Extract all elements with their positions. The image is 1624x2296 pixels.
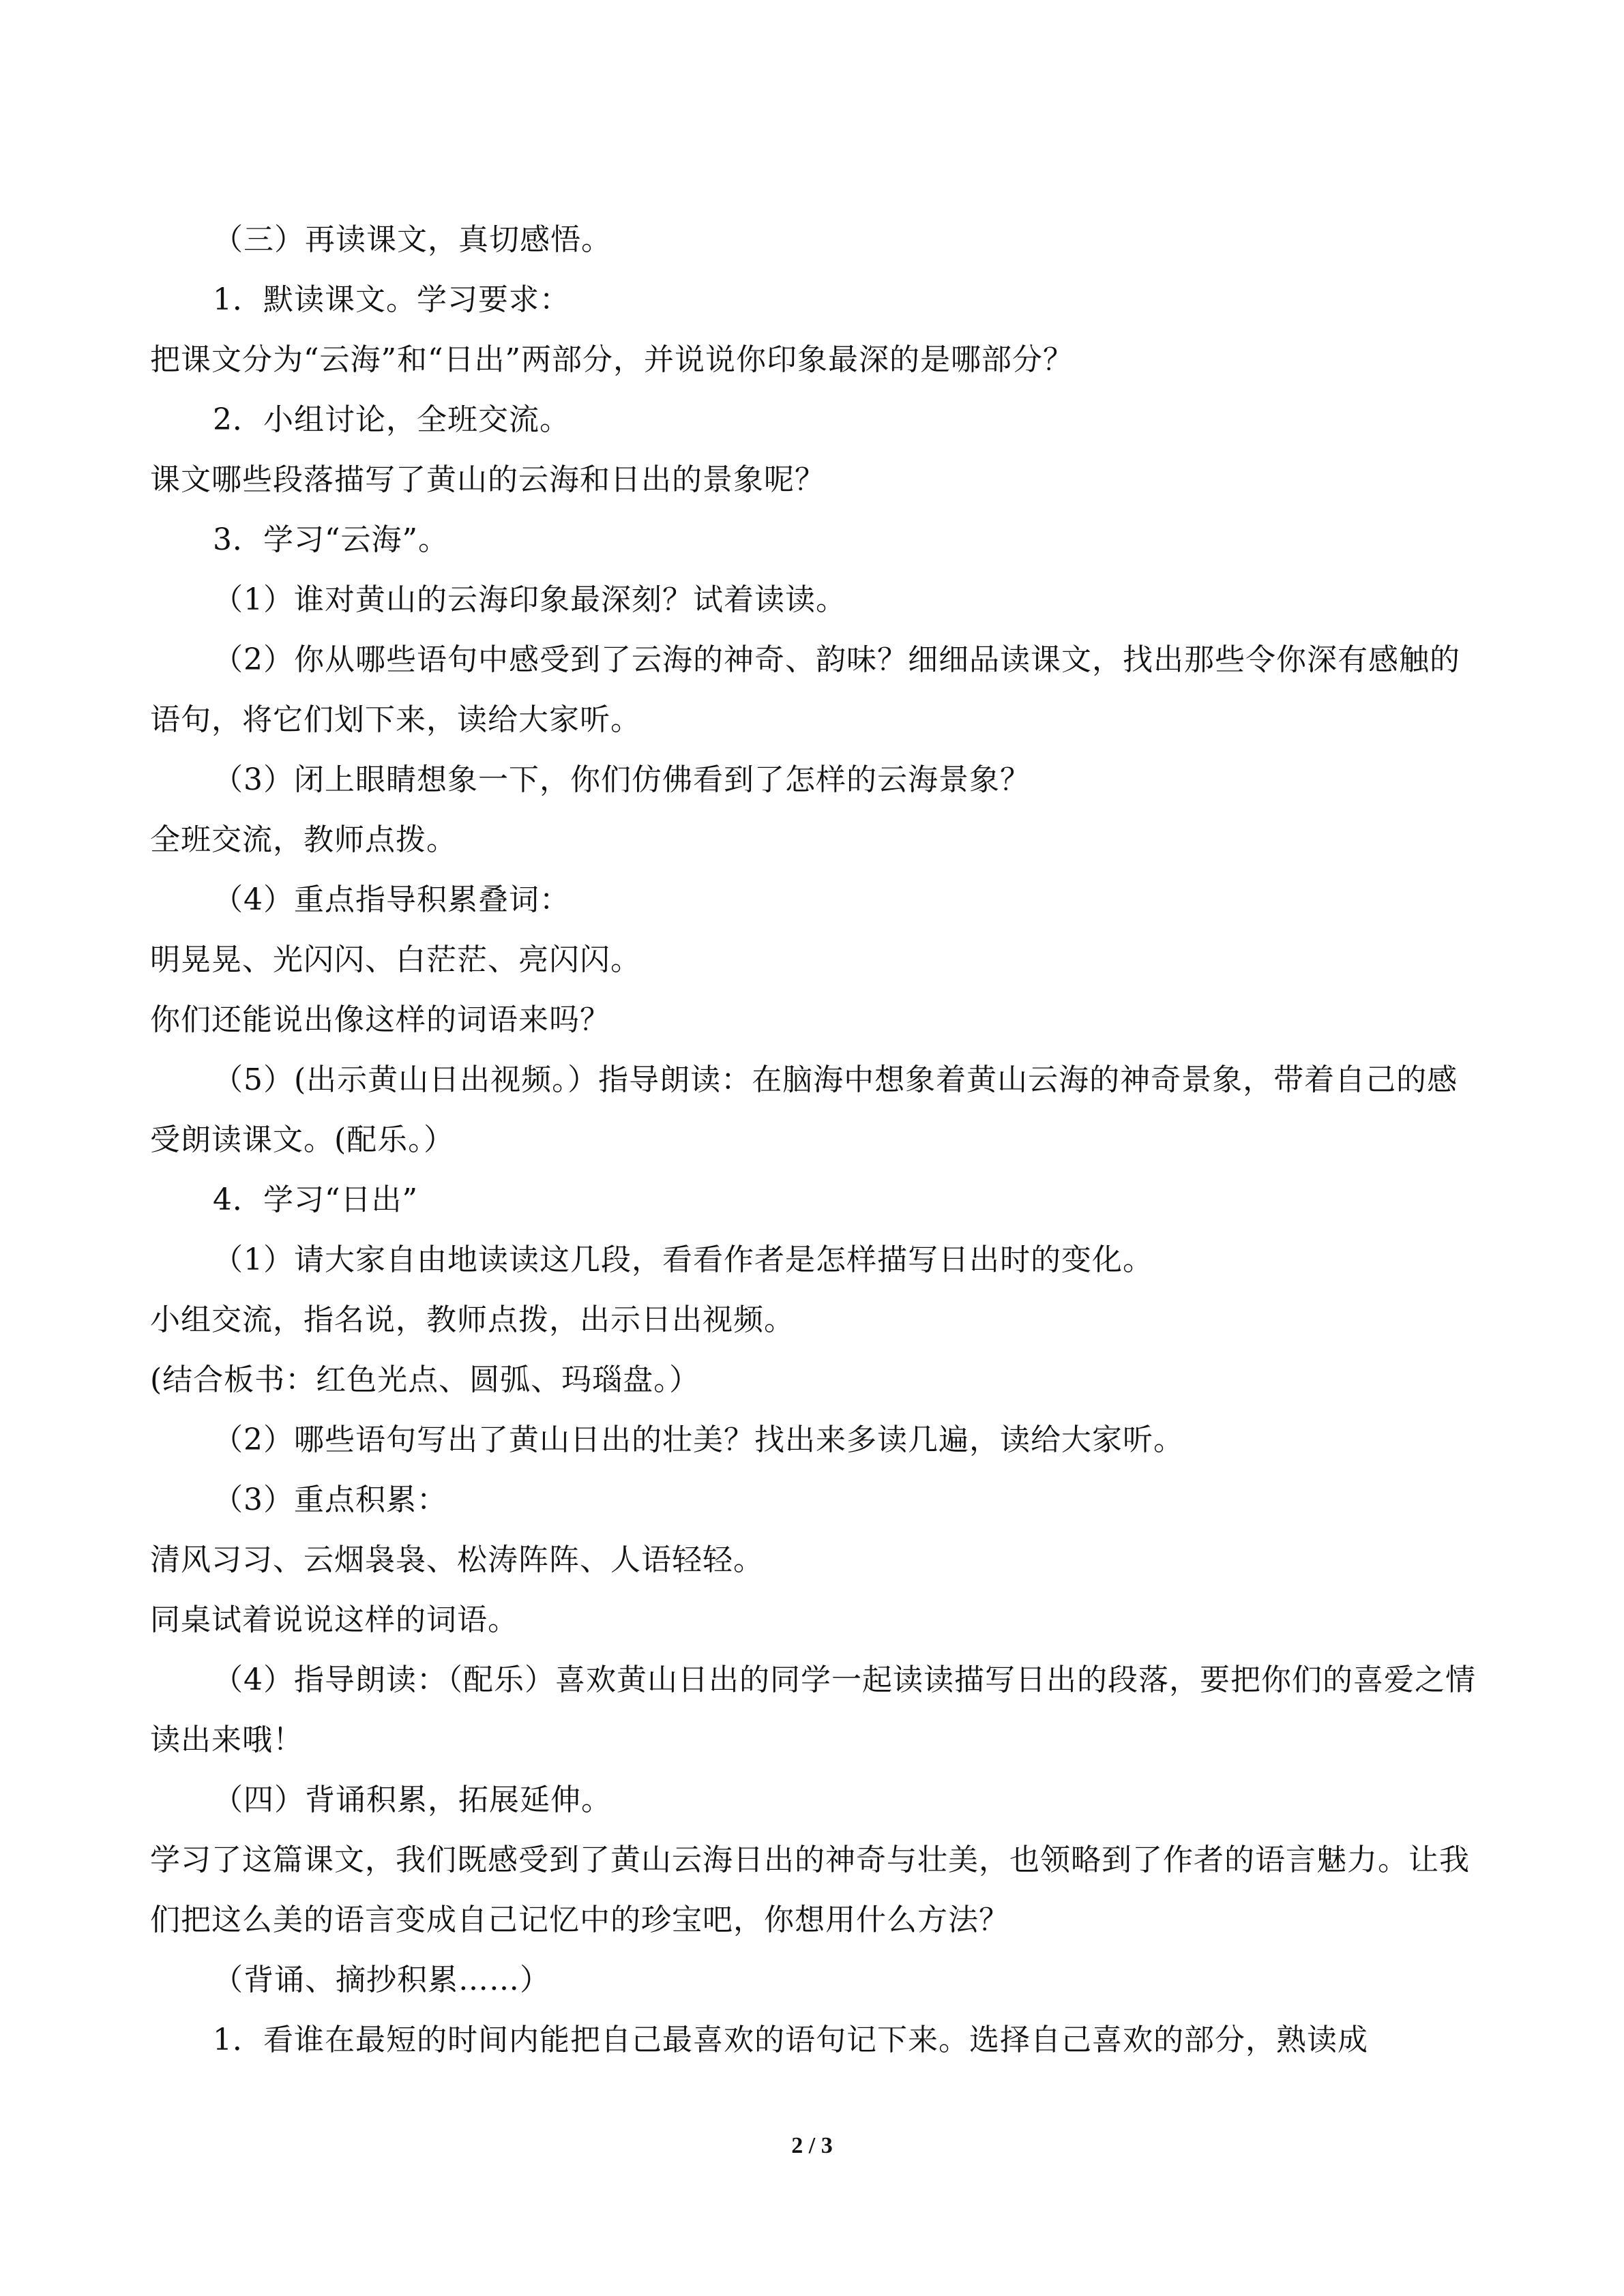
paragraph: （2）哪些语句写出了黄山日出的壮美？找出来多读几遍，读给大家听。: [213, 1422, 1184, 1457]
section-heading: （三）再读课文，真切感悟。: [213, 222, 612, 257]
paragraph: 1．看谁在最短的时间内能把自己最喜欢的语句记下来。选择自己喜欢的部分，熟读成: [213, 2023, 1368, 2057]
paragraph: （2）你从哪些语句中感受到了云海的神奇、韵味？细细品读课文，找出那些令你深有感触的语句，将它们划下来，读给大家听。: [150, 642, 1460, 737]
paragraph: （5）(出示黄山日出视频。）指导朗读：在脑海中想象着黄山云海的神奇景象，带着自己的感受朗读课文。(配乐。）: [150, 1062, 1458, 1157]
document-body: [150, 210, 1487, 2070]
section-heading: （四）背诵积累，拓展延伸。: [213, 1783, 612, 1817]
paragraph: 把课文分为“云海”和“日出”两部分，并说说你印象最深的是哪部分？: [150, 342, 1074, 377]
paragraph: （背诵、摘抄积累……）: [213, 1963, 550, 1997]
paragraph: 2．小组讨论，全班交流。: [213, 402, 570, 437]
paragraph: 小组交流，指名说，教师点拨，出示日出视频。: [150, 1302, 795, 1337]
paragraph: 学习了这篇课文，我们既感受到了黄山云海日出的神奇与壮美，也领略到了作者的语言魅力。让我们把这么美的语言变成自己记忆中的珍宝吧，你想用什么方法？: [150, 1843, 1470, 1937]
paragraph: 你们还能说出像这样的词语来吗？: [150, 1002, 610, 1037]
paragraph: 3．学习“云海”。: [213, 522, 449, 557]
paragraph: （1）请大家自由地读读这几段，看看作者是怎样描写日出时的变化。: [213, 1242, 1153, 1277]
paragraph: （3）闭上眼睛想象一下，你们仿佛看到了怎样的云海景象？: [213, 762, 1031, 797]
paragraph: 1．默读课文。学习要求：: [213, 282, 570, 317]
paragraph: 全班交流，教师点拨。: [150, 822, 457, 857]
paragraph: （1）谁对黄山的云海印象最深刻？试着读读。: [213, 582, 846, 617]
paragraph: 清风习习、云烟袅袅、松涛阵阵、人语轻轻。: [150, 1542, 764, 1577]
paragraph: 课文哪些段落描写了黄山的云海和日出的景象呢？: [150, 462, 825, 497]
paragraph: 同桌试着说说这样的词语。: [150, 1602, 518, 1637]
page-number: 2 / 3: [791, 2133, 833, 2158]
paragraph: （4）指导朗读：（配乐）喜欢黄山日出的同学一起读读描写日出的段落，要把你们的喜爱之情读出来哦！: [150, 1663, 1476, 1757]
paragraph: (结合板书：红色光点、圆弧、玛瑙盘。）: [150, 1362, 700, 1397]
paragraph: （3）重点积累：: [213, 1482, 447, 1517]
paragraph: （4）重点指导积累叠词：: [213, 882, 570, 917]
paragraph: 4．学习“日出”: [213, 1182, 418, 1217]
paragraph: 明晃晃、光闪闪、白茫茫、亮闪闪。: [150, 942, 641, 977]
